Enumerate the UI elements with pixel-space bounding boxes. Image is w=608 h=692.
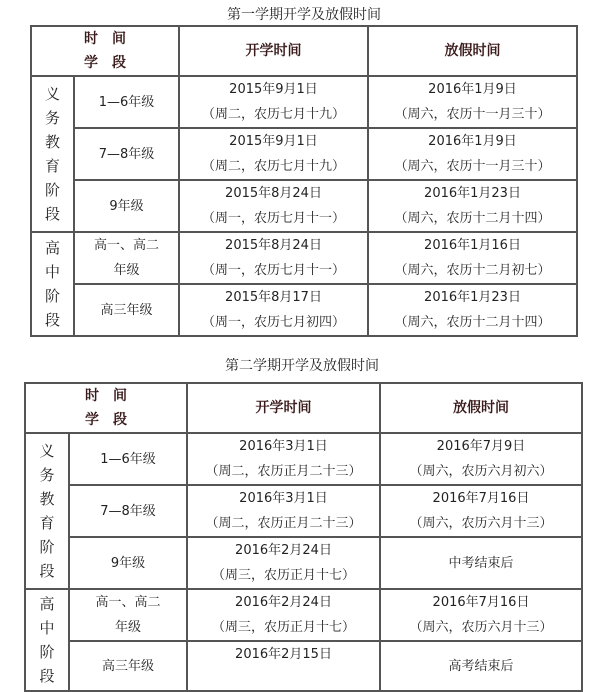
end-cell: 中考结束后 (380, 537, 582, 589)
end-header: 放假时间 (368, 26, 577, 76)
end-cell: 高考结束后 (380, 641, 582, 691)
corner-header (31, 26, 179, 76)
grade-cell: 1—6年级 (69, 433, 187, 485)
grade-cell: 高一、高二 年级 (74, 232, 179, 284)
start-cell: 2016年2月24日 （周三，农历正月十七） (187, 537, 380, 589)
table-row (31, 232, 577, 284)
end-cell: 2016年1月16日 （周六，农历十二月初七） (368, 232, 577, 284)
end-cell: 2016年1月9日 （周六，农历十一月三十） (368, 128, 577, 180)
table-2-title: 第二学期开学及放假时间 (225, 358, 379, 374)
end-header: 放假时间 (380, 383, 582, 433)
corner-bottom: 学 段 (84, 55, 126, 71)
grade-cell: 7—8年级 (74, 128, 179, 180)
grade-cell: 7—8年级 (69, 485, 187, 537)
grade-cell: 9年级 (69, 537, 187, 589)
end-cell: 2016年1月23日 （周六，农历十二月十四） (368, 180, 577, 232)
end-cell: 2016年1月23日 （周六，农历十二月十四） (368, 284, 577, 336)
grade-cell: 1—6年级 (74, 76, 179, 128)
grade-cell: 9年级 (74, 180, 179, 232)
corner-bottom: 学 段 (85, 412, 127, 428)
end-cell: 2016年1月9日 （周六，农历十一月三十） (368, 76, 577, 128)
start-cell: 2016年3月1日 （周二，农历正月二十三） (187, 485, 380, 537)
table-row (31, 128, 577, 180)
table-1-title: 第一学期开学及放假时间 (227, 7, 381, 23)
table-row (25, 589, 582, 641)
header-row (25, 383, 582, 433)
semester-1-table (30, 25, 578, 337)
start-cell: 2016年2月15日 (187, 641, 380, 691)
start-cell: 2016年3月1日 （周二，农历正月二十三） (187, 433, 380, 485)
semester-2-table (24, 382, 583, 692)
table-row (25, 537, 582, 589)
stage-compulsory: 义 务 教 育 阶 段 (31, 76, 74, 232)
stage-compulsory: 义 务 教 育 阶 段 (25, 433, 69, 589)
end-cell: 2016年7月16日 （周六，农历六月十三） (380, 589, 582, 641)
start-cell: 2015年8月17日 （周一，农历七月初四） (179, 284, 368, 336)
start-header: 开学时间 (187, 383, 380, 433)
end-cell: 2016年7月16日 （周六，农历六月十三） (380, 485, 582, 537)
start-cell: 2015年8月24日 （周一，农历七月十一） (179, 180, 368, 232)
end-cell: 2016年7月9日 （周六，农历六月初六） (380, 433, 582, 485)
start-header: 开学时间 (179, 26, 368, 76)
table-row (25, 433, 582, 485)
start-cell: 2015年9月1日 （周二，农历七月十九） (179, 76, 368, 128)
table-row (31, 180, 577, 232)
header-row (31, 26, 577, 76)
stage-high-school: 高 中 阶 段 (31, 232, 74, 336)
table-row (31, 76, 577, 128)
corner-header (25, 383, 187, 433)
table-row (25, 641, 582, 691)
start-cell: 2015年9月1日 （周二，农历七月十九） (179, 128, 368, 180)
corner-top: 时 间 (84, 31, 126, 47)
grade-cell: 高一、高二 年级 (69, 589, 187, 641)
table-row (31, 284, 577, 336)
start-cell: 2015年8月24日 （周一，农历七月十一） (179, 232, 368, 284)
stage-high-school: 高 中 阶 段 (25, 589, 69, 691)
start-cell: 2016年2月24日 （周三，农历正月十七） (187, 589, 380, 641)
grade-cell: 高三年级 (74, 284, 179, 336)
table-row (25, 485, 582, 537)
corner-top: 时 间 (85, 388, 127, 404)
grade-cell: 高三年级 (69, 641, 187, 691)
